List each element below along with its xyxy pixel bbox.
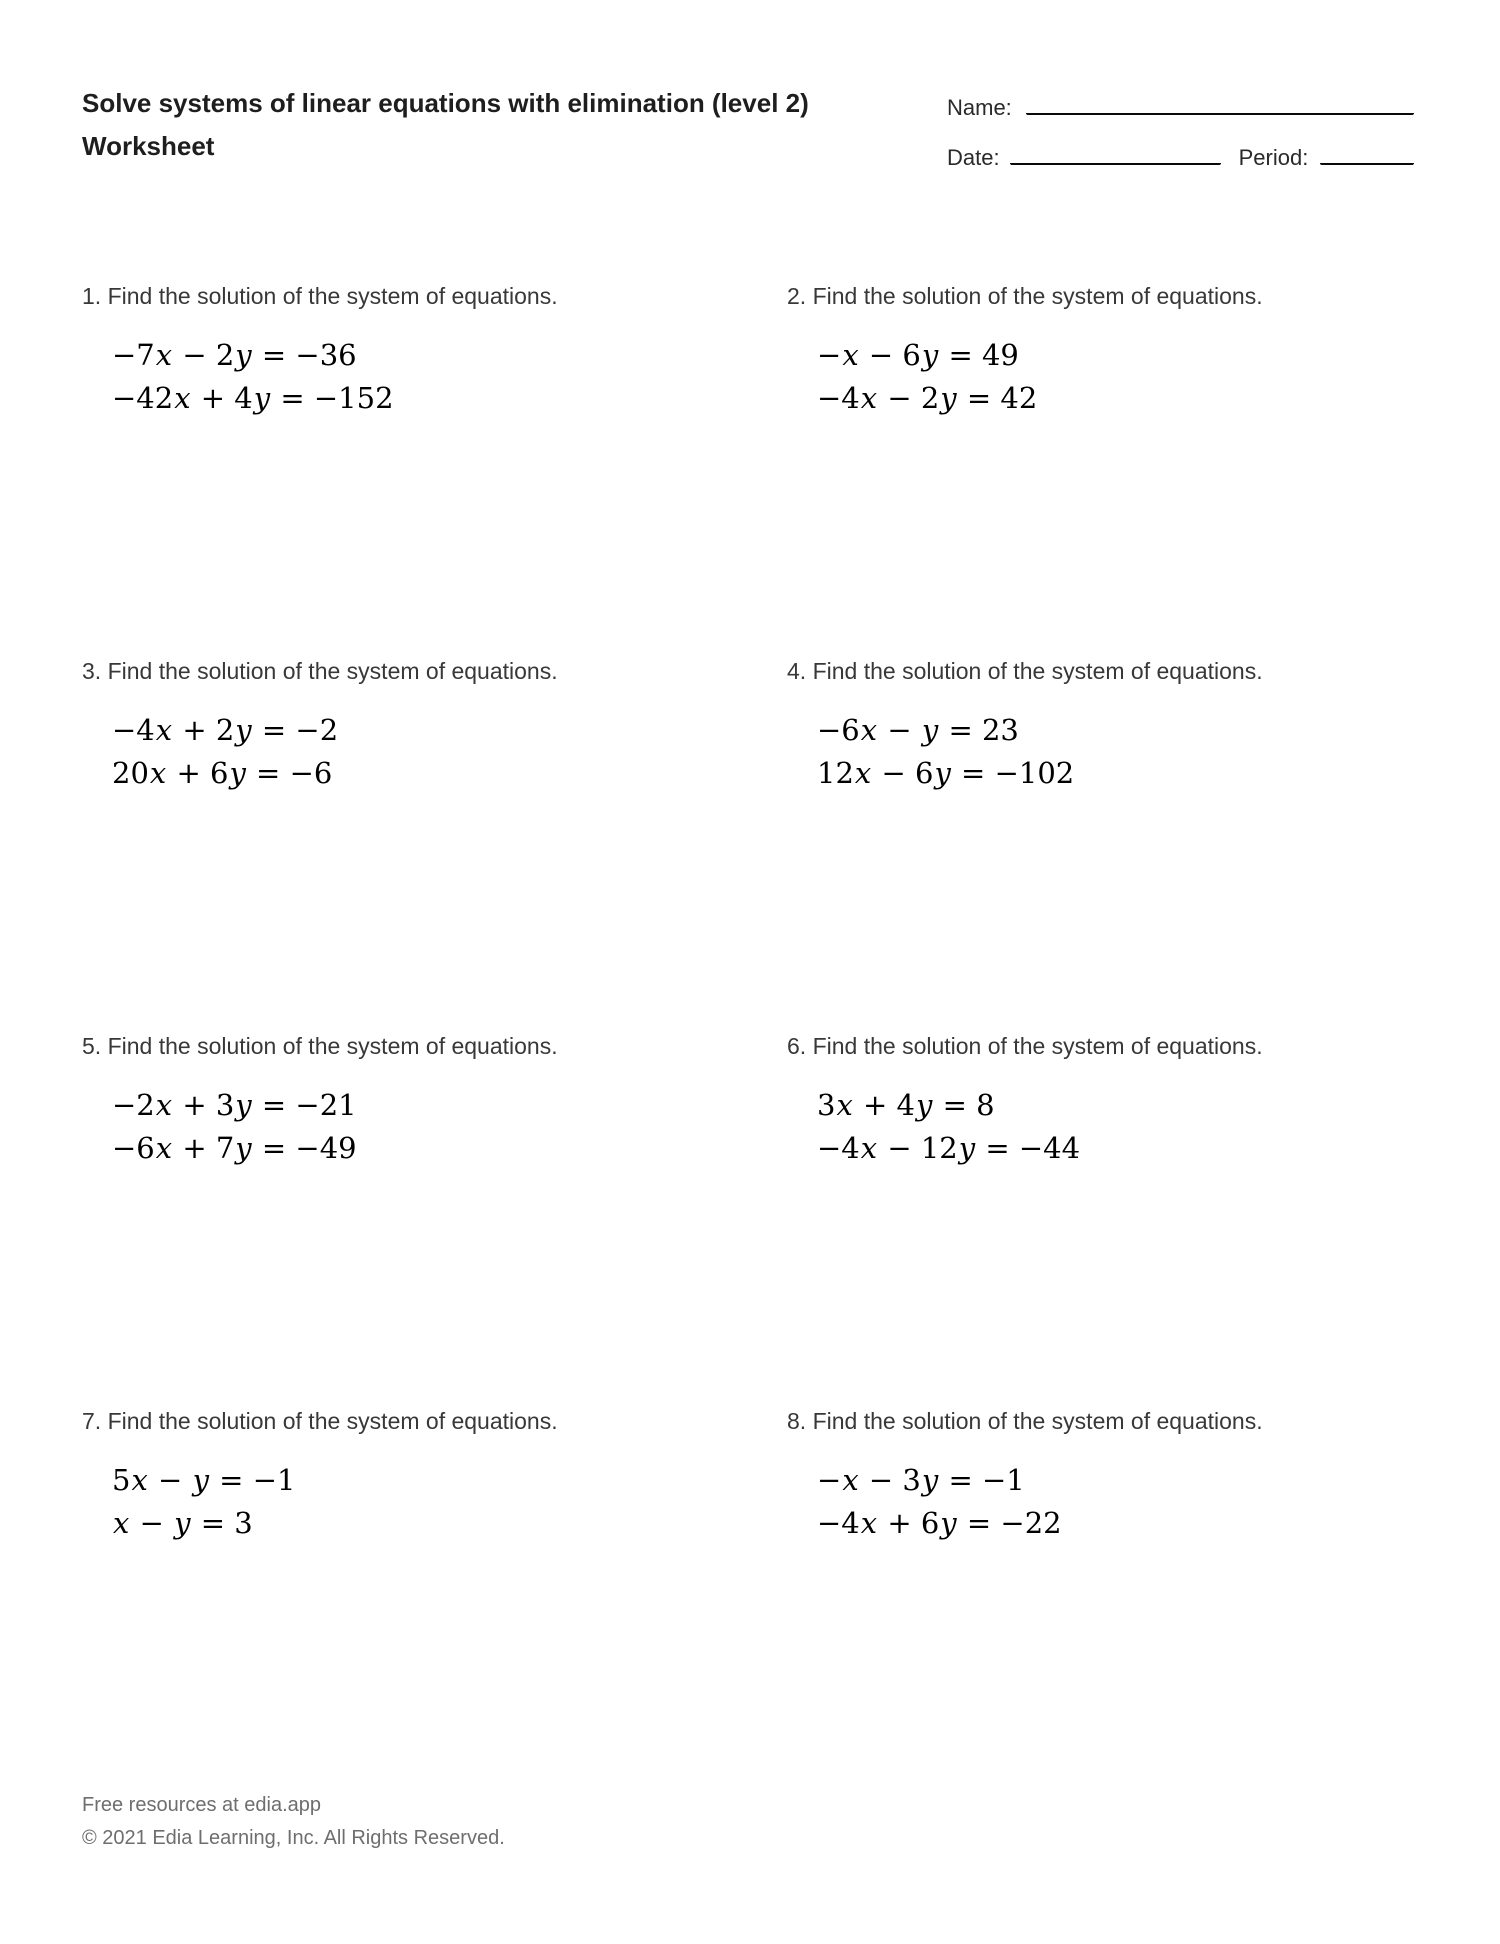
problem-prompt bbox=[787, 654, 1418, 688]
worksheet-title-block bbox=[82, 82, 842, 168]
problem-1 bbox=[82, 279, 787, 654]
date-period-field-row bbox=[947, 142, 1414, 171]
problem-7 bbox=[82, 1404, 787, 1779]
footer-resources: Free resources at edia.app bbox=[82, 1794, 322, 1816]
problem-number: 7. bbox=[82, 1408, 102, 1434]
equation-block bbox=[112, 709, 787, 795]
problem-3 bbox=[82, 654, 787, 1029]
problem-number: 2. bbox=[787, 283, 807, 309]
date-label: Date: bbox=[947, 145, 1000, 171]
problem-prompt-text: Find the solution of the system of equations. bbox=[107, 1033, 558, 1059]
name-field-row bbox=[947, 92, 1414, 121]
problem-prompt-text: Find the solution of the system of equations. bbox=[107, 1408, 558, 1434]
problem-number: 1. bbox=[82, 283, 102, 309]
equation-block bbox=[817, 1084, 1418, 1170]
problem-prompt bbox=[787, 279, 1418, 313]
equation-block bbox=[817, 334, 1418, 420]
problem-number: 4. bbox=[787, 658, 807, 684]
problems-grid bbox=[82, 279, 1418, 1779]
equation: 3x + 4y = 8 bbox=[817, 1088, 995, 1122]
footer-copyright: © 2021 Edia Learning, Inc. All Rights Reserved. bbox=[82, 1827, 505, 1849]
equation-block bbox=[817, 1459, 1418, 1545]
equation: 12x − 6y = −102 bbox=[817, 756, 1075, 790]
problem-5 bbox=[82, 1029, 787, 1404]
period-blank-line bbox=[1320, 142, 1414, 165]
equation: −6x + 7y = −49 bbox=[112, 1131, 357, 1165]
equation: −4x − 12y = −44 bbox=[817, 1131, 1081, 1165]
problem-prompt bbox=[82, 1404, 787, 1438]
equation: −x − 6y = 49 bbox=[817, 338, 1019, 372]
problem-6 bbox=[787, 1029, 1418, 1404]
problem-prompt-text: Find the solution of the system of equations. bbox=[812, 1033, 1263, 1059]
equation: x − y = 3 bbox=[113, 1506, 253, 1540]
problem-prompt bbox=[787, 1029, 1418, 1063]
equation: −4x + 2y = −2 bbox=[112, 713, 339, 747]
problem-prompt bbox=[787, 1404, 1418, 1438]
problem-prompt bbox=[82, 654, 787, 688]
equation: −2x + 3y = −21 bbox=[112, 1088, 357, 1122]
problem-prompt-text: Find the solution of the system of equations. bbox=[107, 283, 558, 309]
problem-2 bbox=[787, 279, 1418, 654]
problem-4 bbox=[787, 654, 1418, 1029]
equation-block bbox=[817, 709, 1418, 795]
name-blank-line bbox=[1026, 92, 1414, 115]
name-label: Name: bbox=[947, 95, 1012, 121]
problem-number: 6. bbox=[787, 1033, 807, 1059]
equation-block bbox=[112, 1084, 787, 1170]
equation: −7x − 2y = −36 bbox=[112, 338, 357, 372]
problem-number: 8. bbox=[787, 1408, 807, 1434]
equation: −6x − y = 23 bbox=[817, 713, 1019, 747]
problem-prompt bbox=[82, 279, 787, 313]
period-label: Period: bbox=[1238, 145, 1309, 171]
equation: −42x + 4y = −152 bbox=[112, 381, 394, 415]
equation: 5x − y = −1 bbox=[112, 1463, 296, 1497]
problem-prompt-text: Find the solution of the system of equations. bbox=[812, 658, 1263, 684]
equation: 20x + 6y = −6 bbox=[112, 756, 333, 790]
problem-prompt-text: Find the solution of the system of equations. bbox=[812, 1408, 1263, 1434]
page-subtitle: Worksheet bbox=[82, 131, 215, 161]
student-fields bbox=[947, 92, 1414, 171]
equation: −4x + 6y = −22 bbox=[817, 1506, 1062, 1540]
problem-prompt-text: Find the solution of the system of equations. bbox=[812, 283, 1263, 309]
problem-prompt bbox=[82, 1029, 787, 1063]
problem-prompt-text: Find the solution of the system of equations. bbox=[107, 658, 558, 684]
page-footer bbox=[82, 1789, 505, 1855]
equation: −4x − 2y = 42 bbox=[817, 381, 1038, 415]
page-title: Solve systems of linear equations with elimination (level 2) bbox=[82, 88, 809, 118]
problem-number: 5. bbox=[82, 1033, 102, 1059]
problem-8 bbox=[787, 1404, 1418, 1779]
equation-block bbox=[112, 1459, 787, 1545]
equation: −x − 3y = −1 bbox=[817, 1463, 1025, 1497]
equation-block bbox=[112, 334, 787, 420]
date-blank-line bbox=[1010, 142, 1221, 165]
problem-number: 3. bbox=[82, 658, 102, 684]
